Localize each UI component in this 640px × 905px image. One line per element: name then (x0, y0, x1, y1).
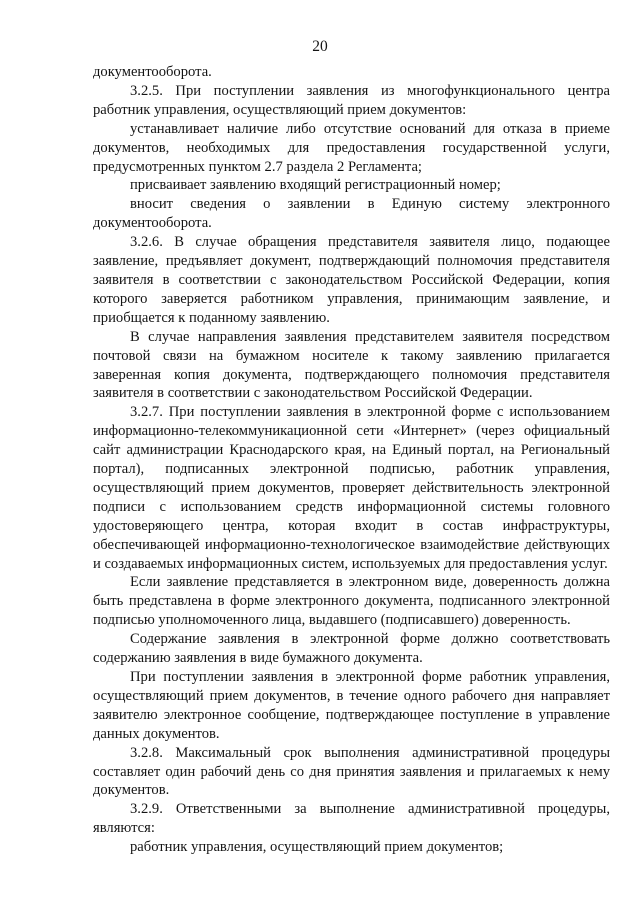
paragraph-assign-number: присваивает заявлению входящий регистрационный номер; (130, 177, 501, 194)
paragraph-continuation: документооборота. (93, 64, 212, 80)
paragraph-3-2-6: 3.2.6. В случае обращения представителя заявителя лицо, подающее заявление, предъявляет документ, подтверждающий полномочия представителя заявителя в соответствии с законодательством Российской Федерации, копия которого заверяется работником управления, принимающим заявление, и приобщается к поданному заявлению. (93, 234, 610, 326)
page-number: 20 (312, 38, 328, 55)
paragraph-3-2-5: 3.2.5. При поступлении заявления из многофункционального центра работник управления, осуществляющий прием документов: (93, 82, 610, 118)
paragraph-enter-edms: вносит сведения о заявлении в Единую систему электронного документооборота. (93, 196, 610, 232)
paragraph-3-2-7: 3.2.7. При поступлении заявления в электронной форме с использованием информационно-телекоммуникационной сети «Интернет» (через официальный сайт администрации Краснодарского края, на Единый портал, на Региональный портал), подписанных электронной подписью, работник управления, осуществляющий прием документов, проверяет действительность электронной подписи с использованием средств информационной системы головного удостоверяющего центра, которая входит в состав инфраструктуры, обеспечивающей информационно-технологическое взаимодействие действующих и создаваемых информационных систем, используемых для предоставления услуг. (93, 404, 610, 572)
paragraph-electronic-notification: При поступлении заявления в электронной форме работник управления, осуществляющий прием документов, в течение одного рабочего дня направляет заявителю электронное сообщение, подтверждающее поступление в управление данных документов. (93, 669, 610, 742)
paragraph-electronic-content: Содержание заявления в электронной форме должно соответствовать содержанию заявления в виде бумажного документа. (93, 631, 610, 667)
paragraph-3-2-8: 3.2.8. Максимальный срок выполнения административной процедуры составляет один рабочий день со дня принятия заявления и прилагаемых к нему документов. (93, 744, 610, 799)
paragraph-postal-representative: В случае направления заявления представителем заявителя посредством почтовой связи на бумажном носителе к такому заявлению прилагается заверенная копия документа, подтверждающего полномочия представителя заявителя в соответствии с законодательством Российской Федерации. (93, 328, 610, 402)
paragraph-3-2-9: 3.2.9. Ответственными за выполнение административной процедуры, являются: (93, 801, 610, 837)
paragraph-electronic-power-of-attorney: Если заявление представляется в электронном виде, доверенность должна быть представлена в форме электронного документа, подписанного электронной подписью уполномоченного лица, выдавшего (подписавшего) доверенность. (93, 574, 610, 629)
paragraph-check-grounds: устанавливает наличие либо отсутствие оснований для отказа в приеме документов, необходимых для предоставления государственной услуги, предусмотренных пунктом 2.7 раздела 2 Регламента; (93, 120, 610, 175)
document-body (93, 63, 610, 857)
paragraph-responsible-employee: работник управления, осуществляющий прием документов; (130, 839, 504, 856)
